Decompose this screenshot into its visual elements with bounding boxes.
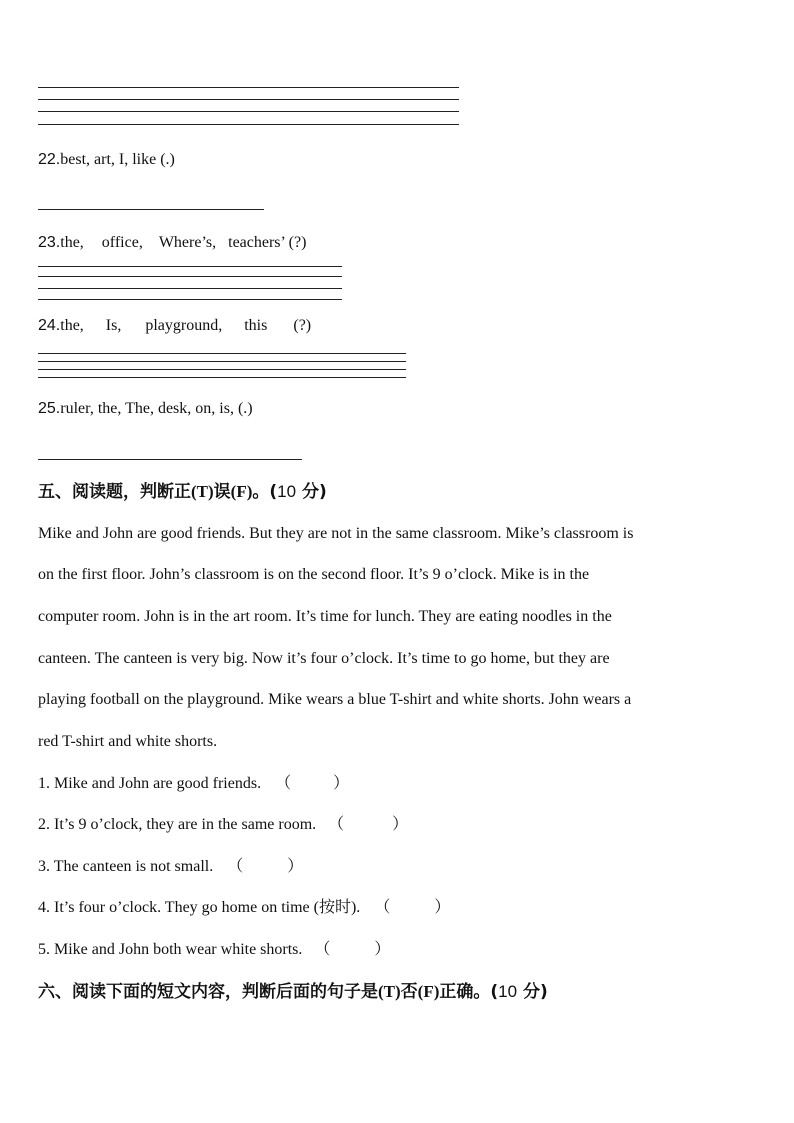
answer-line[interactable]	[38, 276, 342, 277]
question-number: 25.	[38, 400, 61, 417]
question-number: 22.	[38, 151, 61, 168]
passage-line: canteen. The canteen is very big. Now it’s four o’clock. It’s time to go home, but they are	[38, 650, 610, 667]
word: the,	[60, 234, 84, 251]
heading-score: 10	[277, 482, 297, 501]
question-text: 3. The canteen is not small.	[38, 858, 214, 875]
passage-line: playing football on the playground. Mike wears a blue T-shirt and white shorts. John wears a	[38, 691, 632, 708]
question-22	[38, 150, 175, 170]
answer-blank[interactable]: （ ）	[275, 775, 350, 792]
question-text: 4. It’s four o’clock. They go home on time (按时).	[38, 899, 361, 916]
heading-text: 误	[213, 482, 231, 502]
question-25	[38, 399, 253, 419]
question-number: 23.	[38, 234, 61, 251]
passage-line: Mike and John are good friends. But they are not in the same classroom. Mike’s classroom is	[38, 525, 634, 542]
heading-text: 。(	[252, 482, 278, 502]
question-text: 1. Mike and John are good friends.	[38, 775, 262, 792]
answer-line[interactable]	[38, 124, 459, 125]
answer-line[interactable]	[38, 99, 459, 100]
passage-line: red T-shirt and white shorts.	[38, 733, 218, 750]
question-24	[38, 316, 311, 336]
heading-false-mark: (F)	[230, 482, 253, 501]
answer-line[interactable]	[38, 87, 459, 88]
judgement-question-4	[38, 898, 450, 918]
section-5-heading	[38, 481, 327, 503]
answer-blank[interactable]: （ ）	[227, 858, 304, 875]
judgement-question-1	[38, 774, 349, 794]
question-text: 2. It’s 9 o’clock, they are in the same room.	[38, 816, 317, 833]
answer-line[interactable]	[38, 299, 342, 300]
heading-text: 否	[400, 982, 418, 1002]
answer-line[interactable]	[38, 111, 459, 112]
word: Is,	[105, 317, 122, 334]
passage-line: on the first floor. John’s classroom is on the second floor. It’s 9 o’clock. Mike is in the	[38, 566, 590, 583]
word: this	[244, 317, 268, 334]
judgement-question-2	[38, 815, 408, 835]
word: Where’s,	[158, 234, 217, 251]
question-number: 24.	[38, 317, 61, 334]
answer-line[interactable]	[38, 266, 342, 267]
answer-line[interactable]	[38, 288, 342, 289]
question-text: 5. Mike and John both wear white shorts.	[38, 941, 303, 958]
answer-line-25[interactable]	[38, 459, 302, 460]
question-words: best, art, I, like (.)	[60, 151, 175, 168]
answer-line[interactable]	[38, 377, 406, 378]
answer-line-22[interactable]	[38, 209, 264, 210]
answer-line[interactable]	[38, 361, 406, 362]
judgement-question-3	[38, 857, 303, 877]
heading-text: 六、阅读下面的短文内容，判断后面的句子是	[38, 982, 378, 1002]
heading-text: 正确。(	[439, 982, 499, 1002]
answer-line[interactable]	[38, 369, 406, 370]
word: teachers’ (?)	[228, 234, 307, 251]
answer-line[interactable]	[38, 353, 406, 354]
section-6-heading	[38, 981, 548, 1003]
answer-blank[interactable]: （ ）	[374, 899, 451, 916]
word: playground,	[145, 317, 223, 334]
question-23	[38, 233, 306, 253]
heading-score-unit: 分)	[296, 482, 327, 502]
heading-true-mark: (T)	[378, 982, 401, 1001]
heading-score-unit: 分)	[517, 982, 548, 1002]
answer-blank[interactable]: （ ）	[328, 816, 409, 833]
word: office,	[101, 234, 143, 251]
heading-true-mark: (T)	[191, 482, 214, 501]
answer-blank[interactable]: （ ）	[314, 941, 391, 958]
judgement-question-5	[38, 940, 390, 960]
heading-false-mark: (F)	[417, 982, 440, 1001]
heading-score: 10	[498, 982, 518, 1001]
heading-text: 五、阅读题，判断正	[38, 482, 191, 502]
question-words: ruler, the, The, desk, on, is, (.)	[60, 400, 253, 417]
passage-line: computer room. John is in the art room. It’s time for lunch. They are eating noodles in the	[38, 608, 612, 625]
word: (?)	[293, 317, 312, 334]
word: the,	[60, 317, 84, 334]
